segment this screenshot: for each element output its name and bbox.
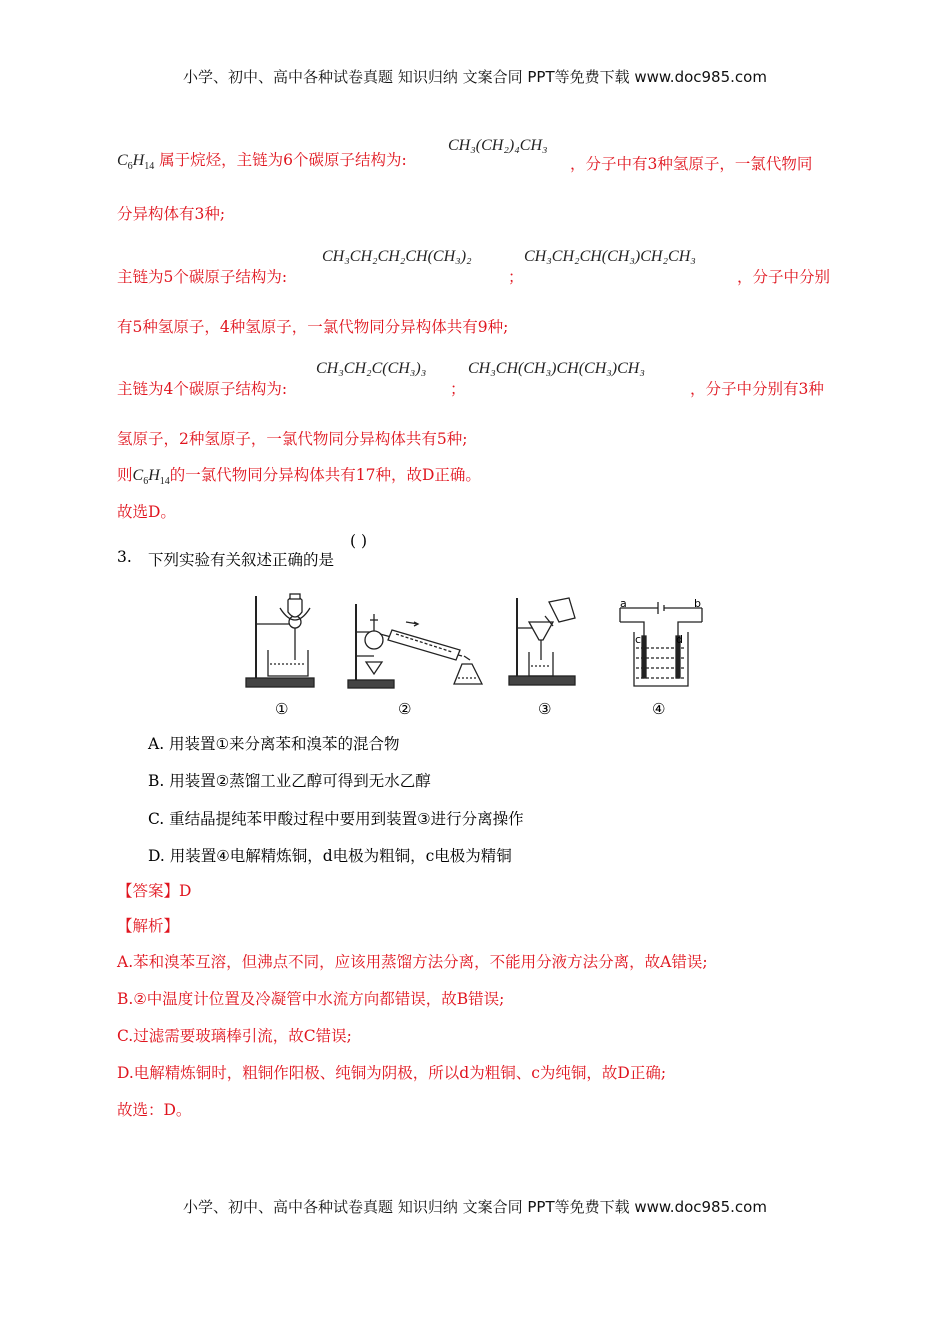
struct-23-dimethylbutane: CH₃CH(CH₃)CH(CH₃)CH₃ [468, 360, 645, 377]
analysis-title: 【解析】 [117, 917, 180, 935]
fig4-label-b: b [694, 597, 701, 610]
answer-blank: ( ) [350, 532, 368, 550]
solution-line-3b: ，分子中分别 [737, 268, 831, 286]
fig-label-2: ② [398, 700, 412, 718]
analysis-d: D.电解精炼铜时，粗铜作阳极、纯铜为阴极，所以d为粗铜、c为纯铜，故D正确; [117, 1064, 667, 1082]
struct-2-methylpentane: CH₃CH₂CH₂CH(CH₃)₂ [322, 248, 472, 265]
solution-line-4: 有5种氢原子，4种氢原子，一氯代物同分异构体共有9种; [117, 318, 509, 336]
solution-line-1: $C_6H_{14}$ 属于烷烃，主链为6个碳原子结构为: [117, 151, 407, 173]
solution-line-7: 则$C_6H_{14}$的一氯代物同分异构体共有17种，故D正确。 [117, 466, 481, 488]
struct-hexane: CH₃(CH₂)₄CH₃ [448, 137, 548, 154]
solution-line-2: 分异构体有3种; [117, 205, 226, 223]
option-b[interactable]: B. 用装置②蒸馏工业乙醇可得到无水乙醇 [148, 772, 431, 790]
fig4-label-d: d [676, 633, 683, 646]
separator: ； [508, 268, 524, 286]
solution-line-8: 故选D。 [117, 503, 176, 521]
apparatus-1-separatory-funnel [240, 588, 320, 692]
fig-label-4: ④ [652, 700, 666, 718]
option-a[interactable]: A. 用装置①来分离苯和溴苯的混合物 [148, 735, 400, 753]
fig4-label-c: c [635, 633, 642, 646]
fig-label-3: ③ [538, 700, 552, 718]
page-header: 小学、初中、高中各种试卷真题 知识归纳 文案合同 PPT等免费下载 www.doc985.com [183, 68, 767, 86]
option-c[interactable]: C. 重结晶提纯苯甲酸过程中要用到装置③进行分离操作 [148, 810, 524, 828]
question-stem: 下列实验有关叙述正确的是 [148, 551, 335, 569]
apparatus-2-distillation [344, 600, 494, 692]
solution-line-5a: 主链为4个碳原子结构为: [117, 380, 288, 398]
formula-c6h14: $C_6H_{14}$ [117, 152, 155, 173]
struct-3-methylpentane: CH₃CH₂CH(CH₃)CH₂CH₃ [524, 248, 696, 265]
apparatus-4-electrolysis [616, 596, 706, 692]
answer-line: 【答案】D [117, 882, 192, 900]
analysis-a: A.苯和溴苯互溶，但沸点不同，应该用蒸馏方法分离，不能用分液方法分离，故A错误; [117, 953, 708, 971]
formula-c6h14: $C_6H_{14}$ [132, 467, 170, 488]
fig4-label-a: a [620, 597, 627, 610]
fig-label-1: ① [275, 700, 289, 718]
solution-line-6: 氢原子，2种氢原子，一氯代物同分异构体共有5种; [117, 430, 468, 448]
solution-line-5b: ，分子中分别有3种 [690, 380, 824, 398]
question-number: 3. [117, 548, 132, 566]
solution-line-1b: ，分子中有3种氢原子，一氯代物同 [570, 155, 813, 173]
option-d[interactable]: D. 用装置④电解精炼铜，d电极为粗铜，c电极为精铜 [148, 847, 512, 865]
analysis-conclusion: 故选：D。 [117, 1101, 192, 1119]
struct-22-dimethylbutane: CH₃CH₂C(CH₃)₃ [316, 360, 427, 377]
analysis-c: C.过滤需要玻璃棒引流，故C错误; [117, 1027, 352, 1045]
separator: ； [450, 380, 466, 398]
apparatus-3-filtration [505, 596, 583, 690]
page-footer: 小学、初中、高中各种试卷真题 知识归纳 文案合同 PPT等免费下载 www.doc985.com [183, 1198, 767, 1216]
analysis-b: B.②中温度计位置及冷凝管中水流方向都错误，故B错误; [117, 990, 505, 1008]
solution-line-3a: 主链为5个碳原子结构为: [117, 268, 288, 286]
